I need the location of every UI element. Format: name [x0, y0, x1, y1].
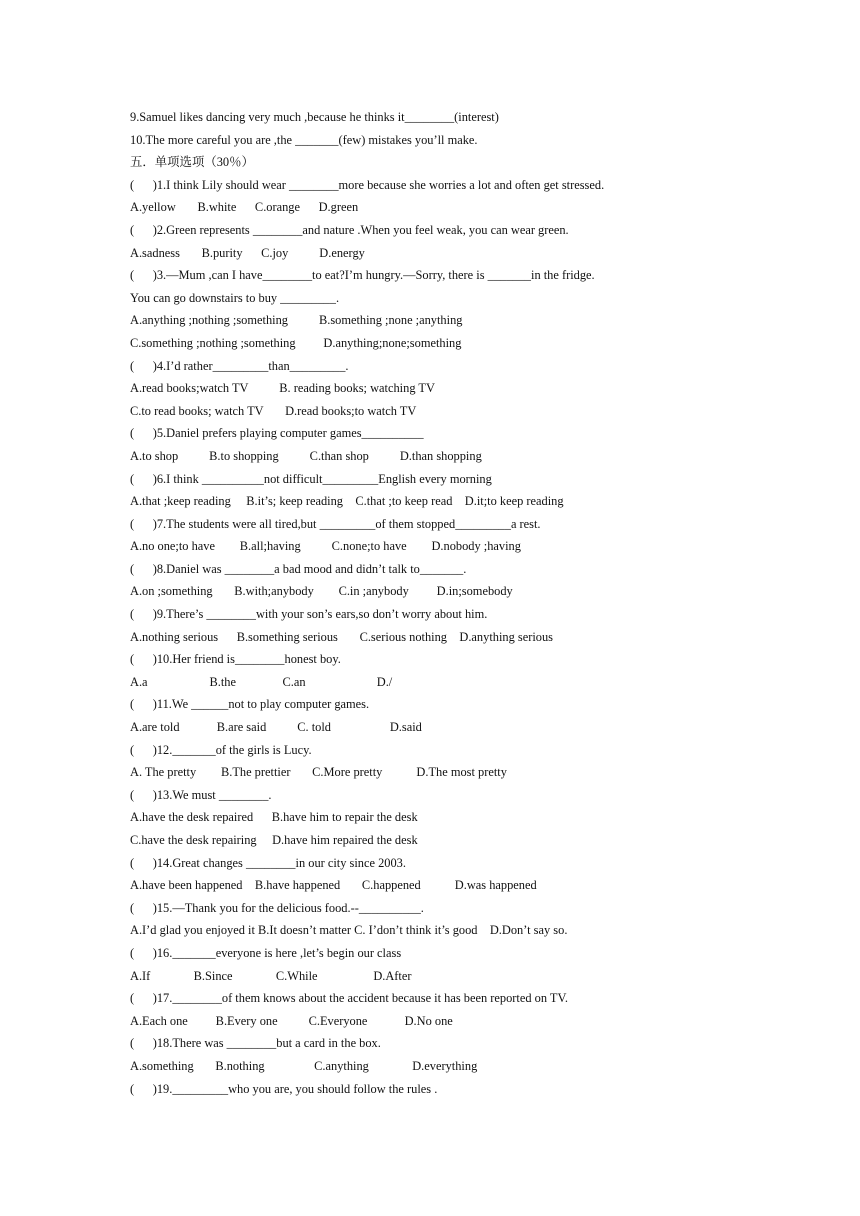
- question-line: ( )14.Great changes ________in our city since 2003.: [130, 855, 406, 870]
- question-line: 10.The more careful you are ,the _______(few) mistakes you’ll make.: [130, 132, 478, 147]
- question-line: ( )9.There’s ________with your son’s ears,so don’t worry about him.: [130, 607, 488, 622]
- question-line: ( )7.The students were all tired,but _________of them stopped_________a rest.: [130, 516, 541, 531]
- options-line: A.If B.Since C.While D.After: [130, 968, 412, 983]
- question-line: ( )2.Green represents ________and nature .When you feel weak, you can wear green.: [130, 222, 569, 237]
- question-line: ( )3.—Mum ,can I have________to eat?I’m hungry.—Sorry, there is _______in the fridge.: [130, 268, 595, 283]
- options-line: C.something ;nothing ;something D.anything;none;something: [130, 335, 462, 350]
- options-line: A.to shop B.to shopping C.than shop D.than shopping: [130, 448, 482, 463]
- options-line: A. The pretty B.The prettier C.More pretty D.The most pretty: [130, 765, 507, 780]
- question-line: ( )1.I think Lily should wear ________more because she worries a lot and often get stressed.: [130, 177, 605, 192]
- question-line: ( )6.I think __________not difficult_________English every morning: [130, 471, 492, 486]
- options-line: A.I’d glad you enjoyed it B.It doesn’t matter C. I’don’t think it’s good D.Don’t say so.: [130, 923, 568, 938]
- exam-page: [130, 106, 830, 1100]
- options-line: A.Each one B.Every one C.Everyone D.No one: [130, 1013, 453, 1028]
- options-line: A.no one;to have B.all;having C.none;to have D.nobody ;having: [130, 539, 521, 554]
- question-line: ( )8.Daniel was ________a bad mood and didn’t talk to_______.: [130, 561, 467, 576]
- question-line: ( )12._______of the girls is Lucy.: [130, 742, 312, 757]
- options-line: A.on ;something B.with;anybody C.in ;anybody D.in;somebody: [130, 584, 513, 599]
- options-line: A.read books;watch TV B. reading books; watching TV: [130, 381, 435, 396]
- options-line: A.have been happened B.have happened C.happened D.was happened: [130, 878, 537, 893]
- options-line: A.that ;keep reading B.it’s; keep reading C.that ;to keep read D.it;to keep reading: [130, 494, 564, 509]
- question-line: ( )16._______everyone is here ,let’s begin our class: [130, 945, 402, 960]
- options-line: C.to read books; watch TV D.read books;to watch TV: [130, 403, 417, 418]
- question-line: ( )15.—Thank you for the delicious food.--__________.: [130, 900, 424, 915]
- question-line: ( )19._________who you are, you should follow the rules .: [130, 1081, 438, 1096]
- question-line: ( )10.Her friend is________honest boy.: [130, 652, 341, 667]
- options-line: C.have the desk repairing D.have him repaired the desk: [130, 833, 418, 847]
- question-line: 9.Samuel likes dancing very much ,because he thinks it________(interest): [130, 110, 499, 124]
- question-line: ( )13.We must ________.: [130, 787, 272, 802]
- question-line: You can go downstairs to buy _________.: [130, 290, 340, 305]
- options-line: A.have the desk repaired B.have him to repair the desk: [130, 810, 418, 825]
- question-line: ( )17.________of them knows about the accident because it has been reported on TV.: [130, 991, 568, 1006]
- options-line: A.something B.nothing C.anything D.everything: [130, 1058, 478, 1073]
- options-line: A.anything ;nothing ;something B.something ;none ;anything: [130, 313, 463, 328]
- question-line: ( )11.We ______not to play computer games.: [130, 697, 370, 712]
- question-line: ( )5.Daniel prefers playing computer games__________: [130, 426, 424, 441]
- options-line: A.yellow B.white C.orange D.green: [130, 200, 359, 215]
- section-heading: 五．单项选项（30％）: [130, 155, 254, 170]
- options-line: A.are told B.are said C. told D.said: [130, 720, 422, 735]
- question-line: ( )4.I’d rather_________than_________.: [130, 358, 349, 373]
- options-line: A.nothing serious B.something serious C.serious nothing D.anything serious: [130, 629, 553, 644]
- options-line: A.sadness B.purity C.joy D.energy: [130, 245, 365, 260]
- options-line: A.a B.the C.an D./: [130, 674, 393, 689]
- question-line: ( )18.There was ________but a card in the box.: [130, 1036, 381, 1051]
